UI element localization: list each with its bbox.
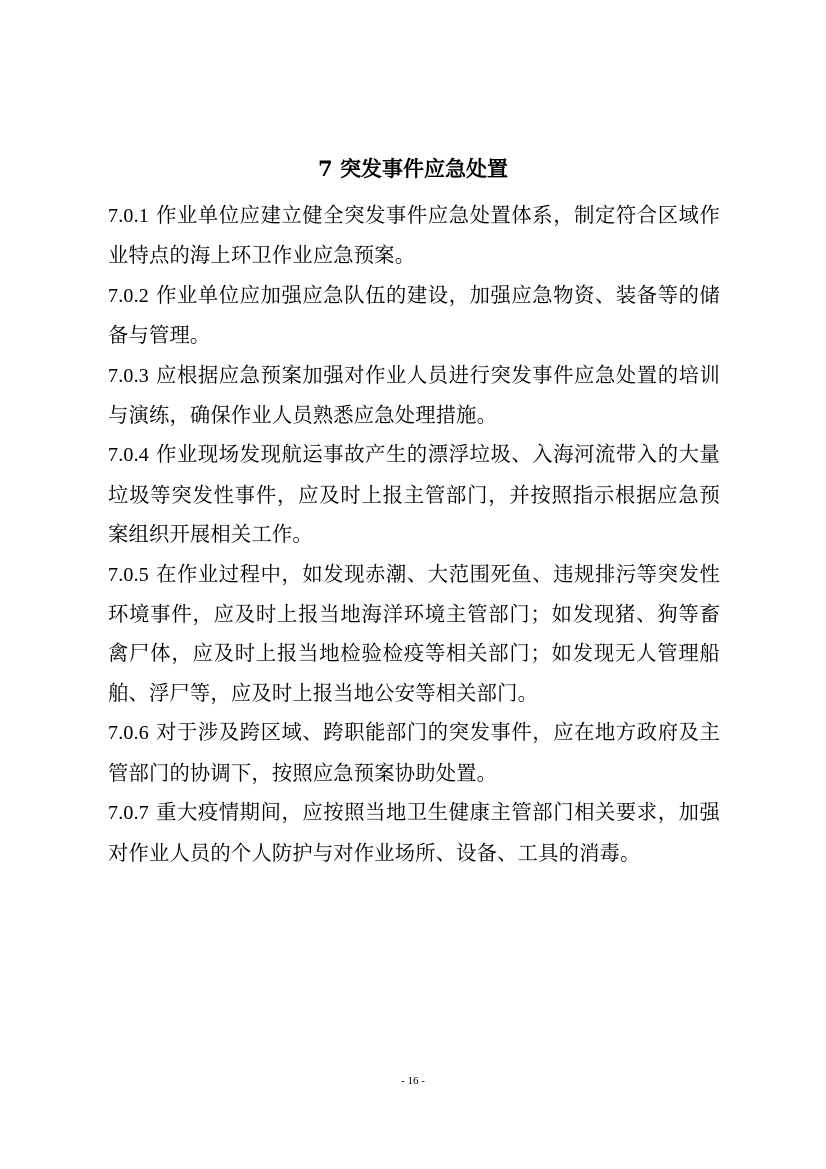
clause-7-0-3: [108, 356, 720, 436]
clause-number: 7.0.5: [108, 563, 149, 586]
clause-number: 7.0.2: [108, 284, 149, 307]
clause-text: 应根据应急预案加强对作业人员进行突发事件应急处置的培训与演练，确保作业人员熟悉应急处理措施。: [108, 362, 720, 428]
section-body: [108, 196, 720, 873]
clause-7-0-6: [108, 713, 720, 793]
clause-text: 在作业过程中，如发现赤潮、大范围死鱼、违规排污等突发性环境事件，应及时上报当地海洋环境主管部门；如发现猪、狗等畜禽尸体，应及时上报当地检验检疫等相关部门；如发现无人管理船舶、浮尸等，应及时上报当地公安等相关部门。: [108, 561, 720, 705]
clause-text: 作业单位应建立健全突发事件应急处置体系，制定符合区域作业特点的海上环卫作业应急预案。: [108, 203, 720, 268]
clause-text: 作业单位应加强应急队伍的建设，加强应急物资、装备等的储备与管理。: [108, 282, 720, 348]
clause-number: 7.0.4: [108, 444, 149, 467]
clause-number: 7.0.1: [108, 205, 149, 227]
clause-text: 对于涉及跨区域、跨职能部门的突发事件，应在地方政府及主管部门的协调下，按照应急预案协助处置。: [108, 720, 720, 785]
section-title: 7 突发事件应急处置: [318, 156, 508, 181]
clause-text: 作业现场发现航运事故产生的漂浮垃圾、入海河流带入的大量垃圾等突发性事件，应及时上报主管部门，并按照指示根据应急预案组织开展相关工作。: [108, 442, 720, 547]
page-number: - 16 -: [401, 1075, 425, 1087]
clause-7-0-2: [108, 276, 720, 356]
clause-7-0-5: [108, 555, 720, 714]
clause-text: 重大疫情期间，应按照当地卫生健康主管部门相关要求，加强对作业人员的个人防护与对作业场所、设备、工具的消毒。: [108, 800, 720, 865]
clause-number: 7.0.7: [108, 802, 149, 825]
clause-7-0-7: [108, 793, 720, 873]
clause-number: 7.0.3: [108, 364, 149, 387]
clause-7-0-1: [108, 196, 720, 276]
clause-7-0-4: [108, 435, 720, 554]
clause-number: 7.0.6: [108, 722, 149, 745]
